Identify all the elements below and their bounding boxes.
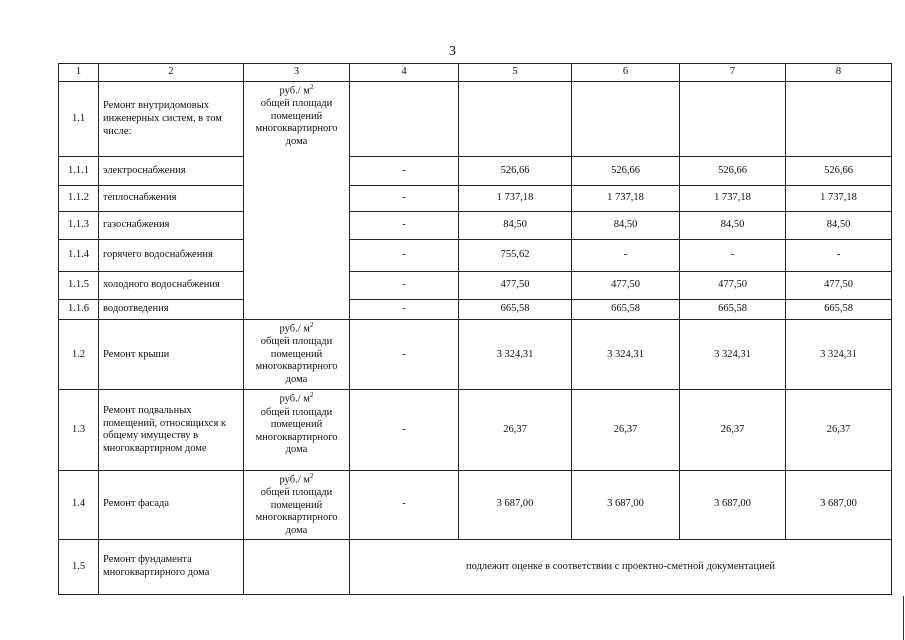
unit-line: многоквартирного bbox=[255, 361, 338, 373]
unit-cell bbox=[244, 470, 350, 539]
unit-line: помещений bbox=[270, 348, 323, 360]
unit-cell-empty bbox=[244, 539, 350, 594]
value-cell: 3 687,00 bbox=[459, 470, 572, 539]
table-row bbox=[59, 185, 892, 211]
value-cell: - bbox=[350, 185, 459, 211]
work-name: теплоснабжения bbox=[99, 185, 244, 211]
value-cell: 1 737,18 bbox=[786, 185, 892, 211]
value-cell: 26,37 bbox=[680, 390, 786, 470]
header-cell: 6 bbox=[572, 64, 680, 82]
value-cell: 26,37 bbox=[786, 390, 892, 470]
value-cell: 665,58 bbox=[459, 300, 572, 320]
value-cell: 477,50 bbox=[459, 271, 572, 299]
value-cell: 526,66 bbox=[459, 157, 572, 185]
header-cell: 1 bbox=[59, 64, 99, 82]
unit-line: общей площади bbox=[260, 336, 333, 348]
table-row bbox=[59, 157, 892, 185]
work-name: электроснабжения bbox=[99, 157, 244, 185]
page-number: 3 bbox=[449, 44, 456, 59]
header-cell: 7 bbox=[680, 64, 786, 82]
value-cell: 665,58 bbox=[786, 300, 892, 320]
row-number: 1.1.5 bbox=[59, 271, 99, 299]
value-cell: - bbox=[350, 300, 459, 320]
value-cell: - bbox=[350, 211, 459, 239]
unit-line: многоквартирного bbox=[255, 512, 338, 524]
unit-line: общей площади bbox=[260, 98, 333, 110]
unit-cell bbox=[244, 320, 350, 390]
unit-cell bbox=[244, 82, 350, 320]
header-cell: 4 bbox=[350, 64, 459, 82]
unit-line: многоквартирного bbox=[255, 431, 338, 443]
unit-line: дома bbox=[285, 444, 308, 456]
value-cell: - bbox=[350, 239, 459, 271]
value-cell: 1 737,18 bbox=[459, 185, 572, 211]
value-cell: - bbox=[350, 320, 459, 390]
work-name: Ремонт фундамента многоквартирного дома bbox=[99, 539, 244, 594]
value-cell: 526,66 bbox=[572, 157, 680, 185]
value-cell: 3 324,31 bbox=[572, 320, 680, 390]
value-cell: 26,37 bbox=[459, 390, 572, 470]
header-cell: 2 bbox=[99, 64, 244, 82]
value-cell bbox=[350, 82, 459, 157]
value-cell: 477,50 bbox=[786, 271, 892, 299]
unit-sup: 2 bbox=[309, 391, 314, 400]
unit-line: руб./ м bbox=[279, 323, 310, 335]
value-cell: 3 687,00 bbox=[786, 470, 892, 539]
table-row bbox=[59, 82, 892, 157]
header-cell: 8 bbox=[786, 64, 892, 82]
work-name: Ремонт фасада bbox=[99, 470, 244, 539]
value-cell: - bbox=[680, 239, 786, 271]
value-cell: 477,50 bbox=[680, 271, 786, 299]
unit-line: руб./ м bbox=[279, 474, 310, 486]
unit-line: дома bbox=[285, 524, 308, 536]
row-number: 1.3 bbox=[59, 390, 99, 470]
value-cell: 665,58 bbox=[680, 300, 786, 320]
tariff-table bbox=[58, 63, 892, 595]
value-cell: - bbox=[350, 470, 459, 539]
row-number: 1.1.3 bbox=[59, 211, 99, 239]
value-cell: 1 737,18 bbox=[680, 185, 786, 211]
value-cell bbox=[680, 82, 786, 157]
value-cell: 84,50 bbox=[572, 211, 680, 239]
work-name: горячего водоснабжения bbox=[99, 239, 244, 271]
unit-line: руб./ м bbox=[279, 85, 310, 97]
header-cell: 5 bbox=[459, 64, 572, 82]
value-cell: 477,50 bbox=[572, 271, 680, 299]
table-row bbox=[59, 271, 892, 299]
unit-cell bbox=[244, 390, 350, 470]
value-cell: - bbox=[786, 239, 892, 271]
row-number: 1.1.6 bbox=[59, 300, 99, 320]
header-cell: 3 bbox=[244, 64, 350, 82]
work-name: водоотведения bbox=[99, 300, 244, 320]
unit-line: общей площади bbox=[260, 406, 333, 418]
unit-line: руб./ м bbox=[279, 393, 310, 405]
unit-line: многоквартирного bbox=[255, 123, 338, 135]
value-cell: - bbox=[350, 390, 459, 470]
value-cell bbox=[572, 82, 680, 157]
value-cell bbox=[459, 82, 572, 157]
value-cell: 3 324,31 bbox=[786, 320, 892, 390]
table-row bbox=[59, 300, 892, 320]
value-cell: 526,66 bbox=[680, 157, 786, 185]
value-cell: 26,37 bbox=[572, 390, 680, 470]
unit-line: общей площади bbox=[260, 486, 333, 498]
value-cell: 84,50 bbox=[680, 211, 786, 239]
unit-line: дома bbox=[285, 135, 308, 147]
value-cell: 84,50 bbox=[786, 211, 892, 239]
value-cell: 3 687,00 bbox=[680, 470, 786, 539]
value-cell: - bbox=[350, 271, 459, 299]
table-row bbox=[59, 211, 892, 239]
value-cell bbox=[786, 82, 892, 157]
row-number: 1.1.1 bbox=[59, 157, 99, 185]
header-row bbox=[59, 64, 892, 82]
work-name: Ремонт подвальных помещений, относящихся к общему имуществу в многоквартирном доме bbox=[99, 390, 244, 470]
row-number: 1.1.2 bbox=[59, 185, 99, 211]
value-cell: 84,50 bbox=[459, 211, 572, 239]
unit-line: помещений bbox=[270, 110, 323, 122]
value-cell: 3 324,31 bbox=[459, 320, 572, 390]
table-row bbox=[59, 390, 892, 470]
value-cell: 3 324,31 bbox=[680, 320, 786, 390]
value-cell: 526,66 bbox=[786, 157, 892, 185]
row-number: 1.2 bbox=[59, 320, 99, 390]
work-name: холодного водоснабжения bbox=[99, 271, 244, 299]
table-row bbox=[59, 470, 892, 539]
row-number: 1.4 bbox=[59, 470, 99, 539]
row-number: 1.5 bbox=[59, 539, 99, 594]
unit-sup: 2 bbox=[309, 471, 314, 480]
table-row bbox=[59, 539, 892, 594]
edge-line bbox=[903, 596, 904, 640]
row-number: 1.1.4 bbox=[59, 239, 99, 271]
unit-line: дома bbox=[285, 374, 308, 386]
row-number: 1.1 bbox=[59, 82, 99, 157]
value-cell: 665,58 bbox=[572, 300, 680, 320]
table-row bbox=[59, 320, 892, 390]
value-cell: 3 687,00 bbox=[572, 470, 680, 539]
unit-sup: 2 bbox=[309, 321, 314, 330]
value-cell: - bbox=[572, 239, 680, 271]
work-name: газоснабжения bbox=[99, 211, 244, 239]
value-cell: 1 737,18 bbox=[572, 185, 680, 211]
unit-line: помещений bbox=[270, 499, 323, 511]
unit-line: помещений bbox=[270, 419, 323, 431]
table-row bbox=[59, 239, 892, 271]
work-name: Ремонт крыши bbox=[99, 320, 244, 390]
estimate-note: подлежит оценке в соответствии с проектно-сметной документацией bbox=[350, 539, 892, 594]
value-cell: 755,62 bbox=[459, 239, 572, 271]
work-name: Ремонт внутридомовых инженерных систем, в том числе: bbox=[99, 82, 244, 157]
unit-sup: 2 bbox=[309, 83, 314, 92]
value-cell: - bbox=[350, 157, 459, 185]
